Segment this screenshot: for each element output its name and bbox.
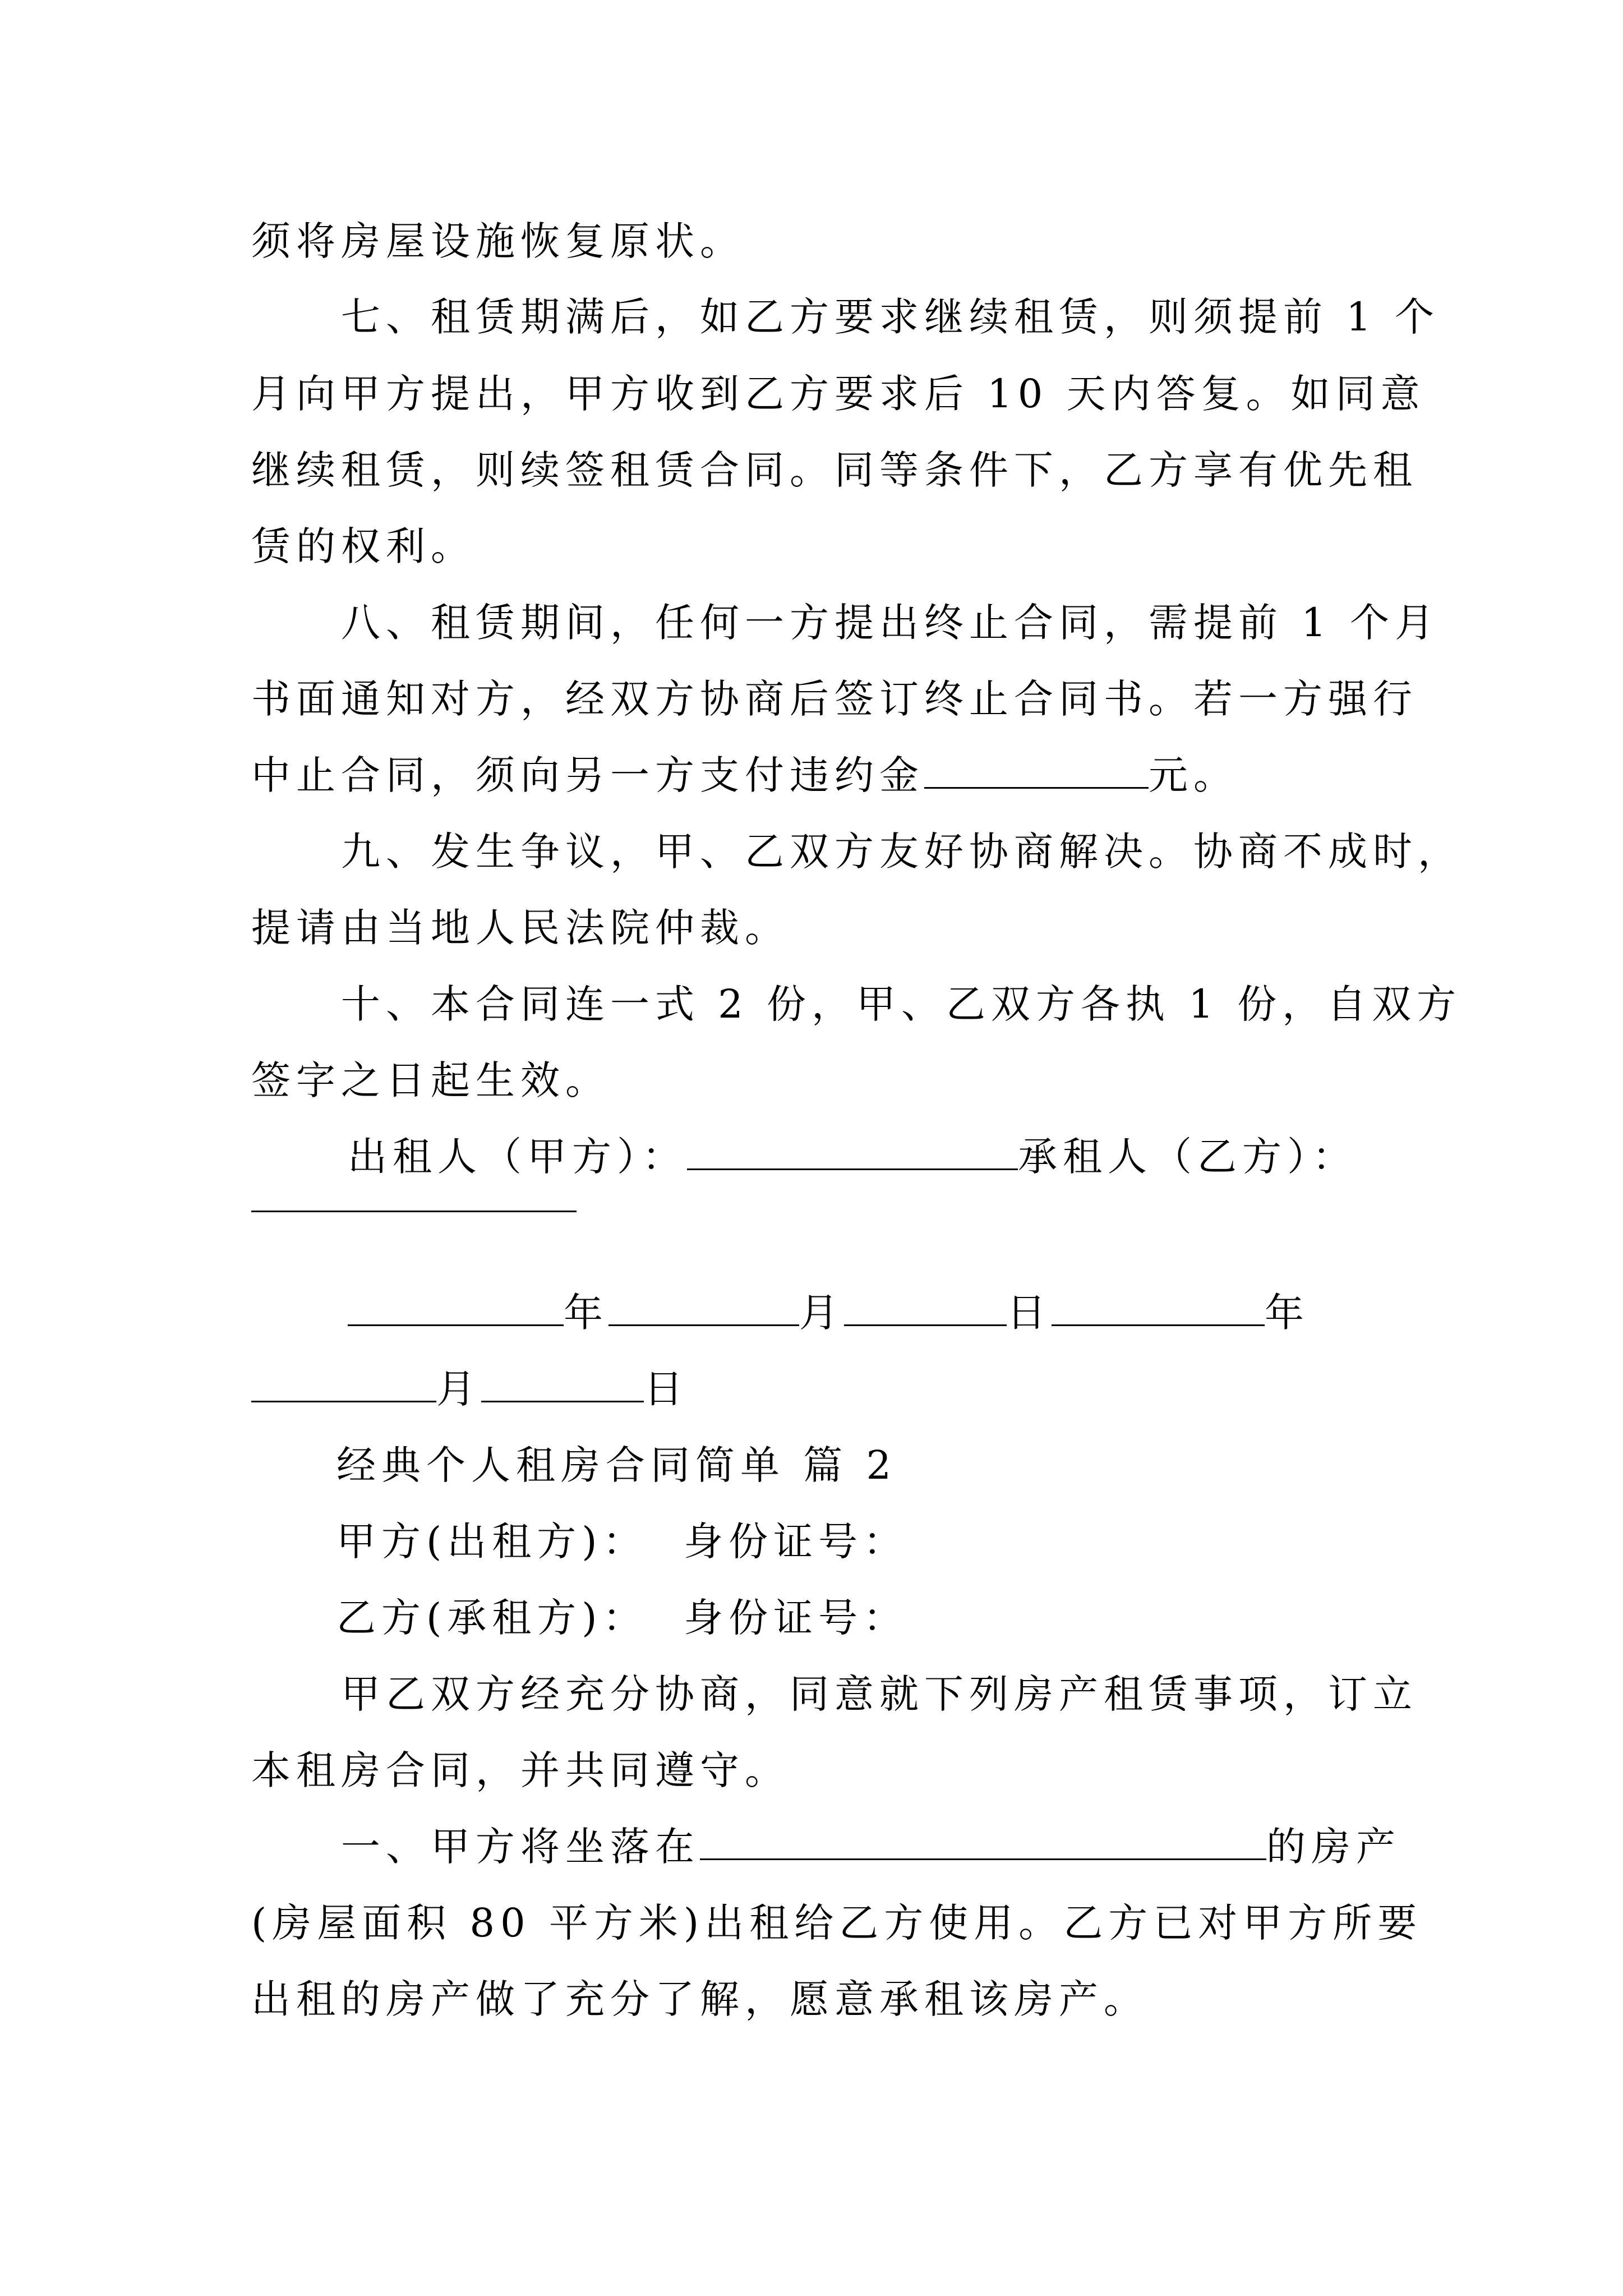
clause-9-line-1: 九、发生争议，甲、乙双方友好协商解决。协商不成时， [251,829,1463,875]
clause-8-unit: 元。 [1149,752,1238,798]
party-a-line: 甲方(出租方)： 身份证号： [336,1519,909,1565]
clause-8-line-2: 书面通知对方，经双方协商后签订终止合同书。若一方强行 [251,676,1418,722]
intro-line-2: 本租房合同，并共同遵守。 [251,1747,790,1793]
clause-7-line-1: 七、租赁期满后，如乙方要求继续租赁，则须提前 1 个 [251,294,1440,340]
paragraph-line: 须将房屋设施恢复原状。 [251,218,745,264]
date-line-1 [348,1285,1391,1341]
property-location-blank[interactable] [700,1819,1266,1860]
clause-10-line-2: 签字之日起生效。 [251,1057,610,1103]
clause-8-line-3 [251,747,1390,803]
section-title: 经典个人租房合同简单 篇 2 [336,1442,897,1488]
clause-8-text: 中止合同，须向另一方支付违约金 [251,752,924,798]
month-label: 月 [436,1366,481,1412]
lessor-month-blank[interactable] [608,1285,799,1326]
clause-9-line-2: 提请由当地人民法院仲裁。 [251,905,790,951]
party-b-line: 乙方(承租方)： 身份证号： [336,1595,909,1641]
signature-line [348,1129,1391,1185]
clause-1-line-1 [251,1819,1401,1875]
date-line-2 [251,1361,1390,1417]
clause-1-line-3: 出租的房产做了充分了解，愿意承租该房产。 [251,1976,1149,2022]
clause-8-line-1: 八、租赁期间，任何一方提出终止合同，需提前 1 个月 [251,600,1440,646]
day-label: 日 [644,1366,689,1412]
day-label: 日 [1007,1290,1052,1336]
intro-line-1: 甲乙双方经充分协商，同意就下列房产租赁事项，订立 [251,1671,1418,1717]
penalty-amount-blank[interactable] [924,748,1149,789]
lessor-label: 出租人（甲方）： [348,1134,687,1180]
month-label: 月 [799,1290,844,1336]
lessee-year-blank[interactable] [1052,1285,1265,1326]
clause-10-line-1: 十、本合同连一式 2 份，甲、乙双方各执 1 份，自双方 [251,981,1462,1027]
year-label: 年 [564,1290,608,1336]
lessor-signature-blank[interactable] [687,1129,1018,1170]
lessee-signature-blank[interactable] [251,1211,577,1212]
lessee-day-blank[interactable] [481,1361,644,1402]
lessor-day-blank[interactable] [844,1285,1007,1326]
clause-7-line-4: 赁的权利。 [251,523,476,569]
lessee-label: 承租人（乙方）： [1018,1134,1357,1180]
year-label: 年 [1265,1290,1310,1336]
lessee-month-blank[interactable] [251,1361,436,1402]
clause-7-line-3: 继续租赁，则续签租赁合同。同等条件下，乙方享有优先租 [251,447,1418,493]
clause-1-text: 一、甲方将坐落在 [251,1824,700,1870]
lessor-year-blank[interactable] [348,1285,564,1326]
clause-7-line-2: 月向甲方提出，甲方收到乙方要求后 10 天内答复。如同意 [251,371,1426,417]
clause-1-line-2: (房屋面积 80 平方米)出租给乙方使用。乙方已对甲方所要 [251,1900,1423,1946]
clause-1-suffix: 的房产 [1266,1824,1401,1870]
